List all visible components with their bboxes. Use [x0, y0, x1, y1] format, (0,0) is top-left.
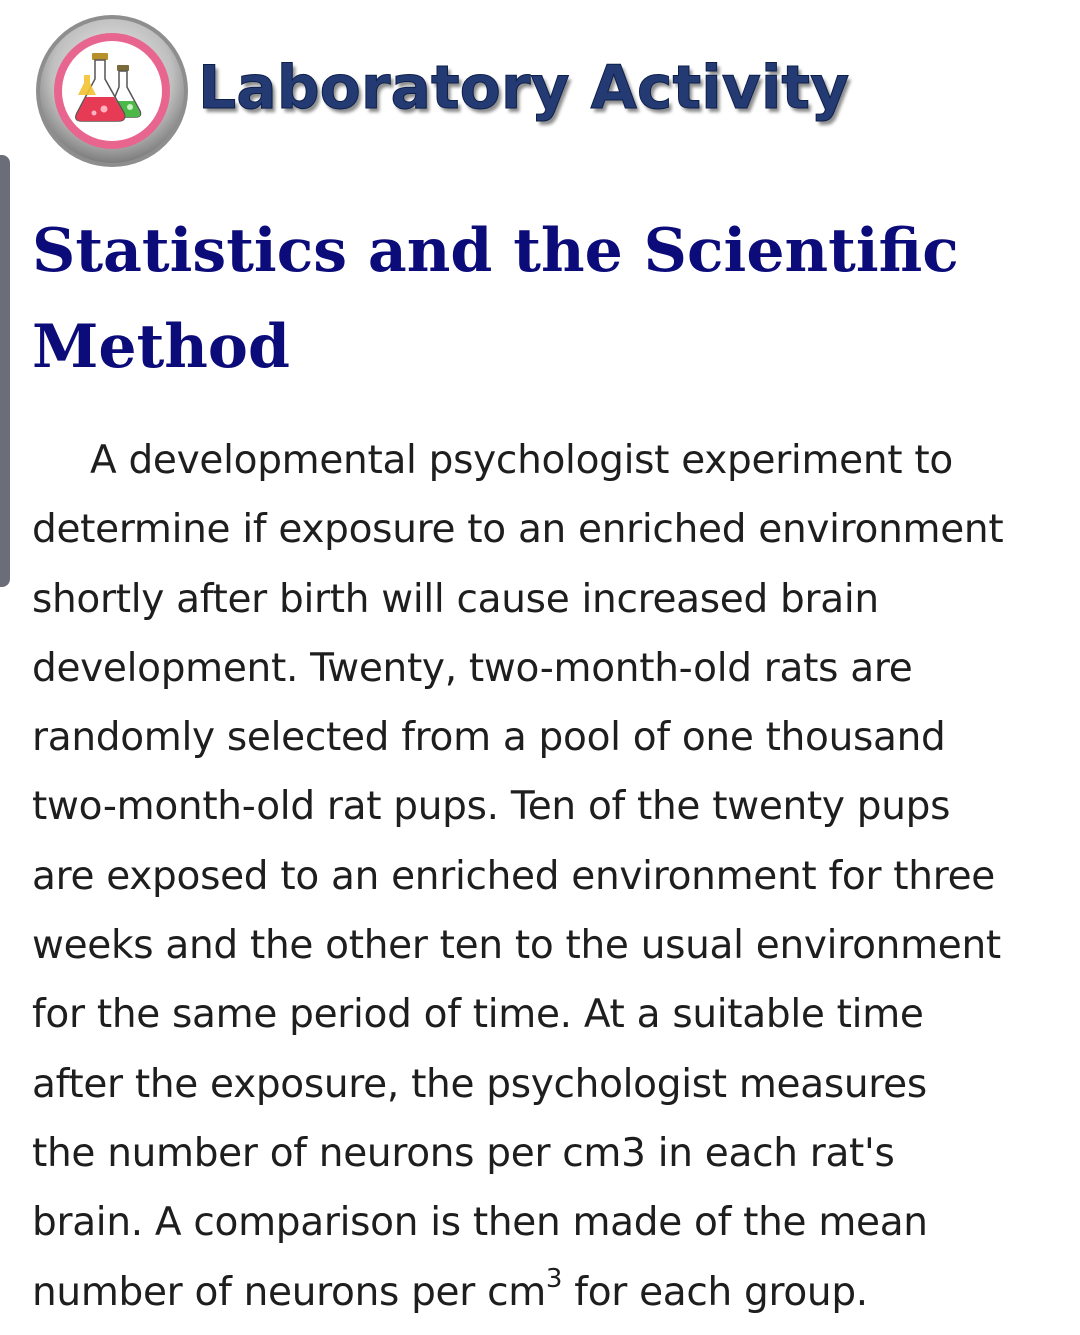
paragraph-line: brain. A comparison is then made of the mean: [32, 1200, 928, 1246]
paragraph-line: are exposed to an enriched environment for three: [32, 853, 995, 899]
paragraph-line: shortly after birth will cause increased brain: [32, 576, 879, 622]
superscript-exponent: 3: [545, 1263, 563, 1294]
paragraph-last-line: [32, 1258, 1052, 1327]
paragraph-line: weeks and the other ten to the usual environment: [32, 923, 1001, 969]
paragraph-line: determine if exposure to an enriched environment: [32, 507, 1004, 553]
paragraph-line: after the exposure, the psychologist measures: [32, 1061, 927, 1107]
paragraph-line: development. Twenty, two-month-old rats are: [32, 645, 913, 691]
paragraph-line: randomly selected from a pool of one thousand: [32, 715, 946, 761]
scroll-handle[interactable]: [0, 155, 10, 587]
last-line-text: number of neurons per cm: [32, 1269, 546, 1315]
paragraph-line: the number of neurons per cm3 in each rat's: [32, 1130, 895, 1176]
paragraph-line: A developmental psychologist experiment to: [90, 438, 953, 483]
article-paragraph: [32, 426, 1052, 1327]
lab-flasks-icon: [34, 13, 190, 169]
last-line-tail: for each group.: [562, 1269, 868, 1315]
paragraph-line: two-month-old rat pups. Ten of the twenty pups: [32, 784, 951, 830]
paragraph-line: for the same period of time. At a suitable time: [32, 992, 924, 1038]
brand-title: Laboratory Activity: [198, 53, 850, 123]
page-title: Statistics and the Scientific Method: [32, 216, 959, 382]
lab-activity-header: [34, 12, 849, 170]
